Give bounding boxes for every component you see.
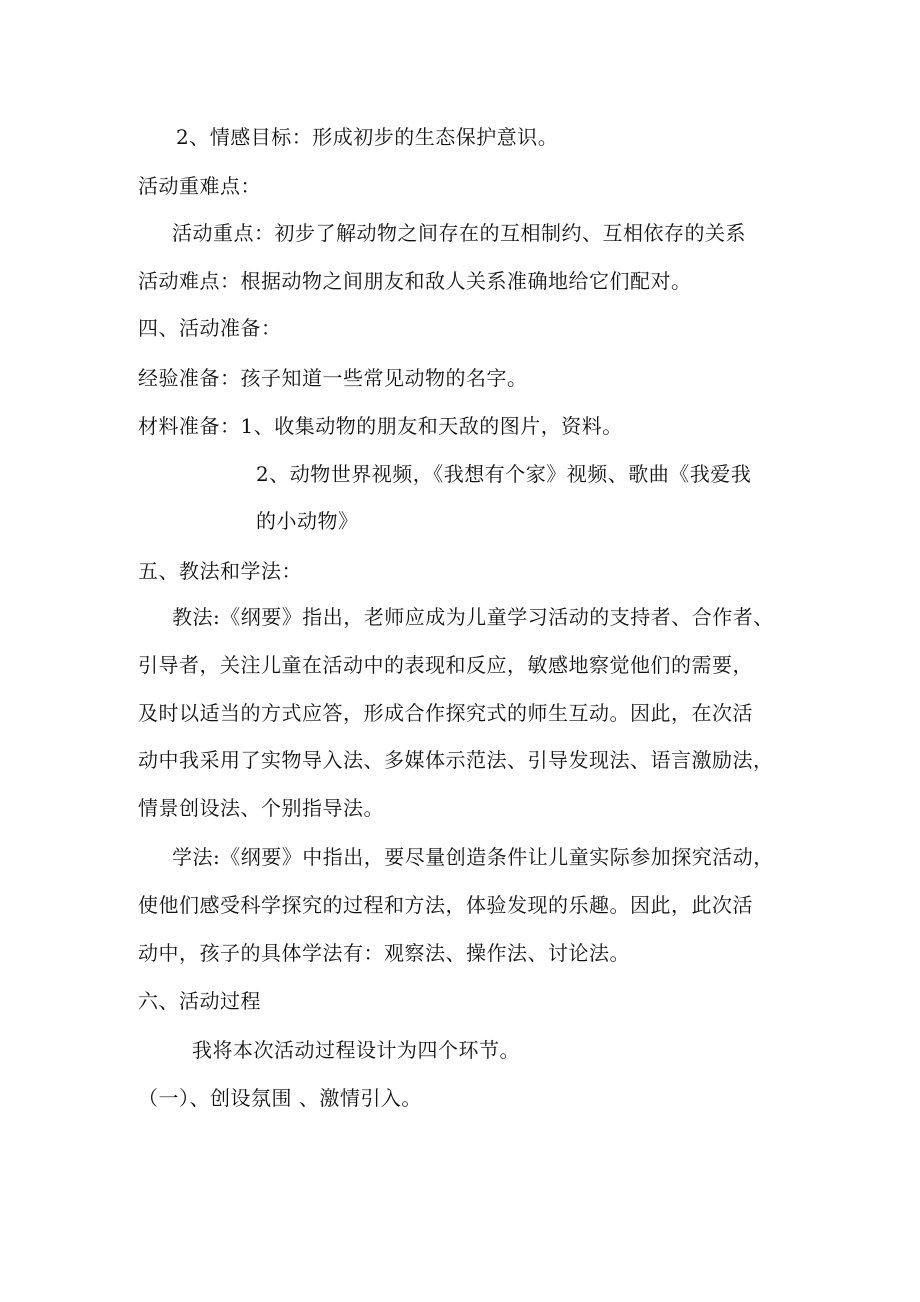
teaching-method-line-2: 引导者，关注儿童在活动中的表现和反应，敏感地察觉他们的需要，: [138, 653, 753, 677]
teaching-method-line-4: 动中我采用了实物导入法、多媒体示范法、引导发现法、语言激励法，: [138, 748, 774, 772]
key-difficult-points-heading: 活动重难点：: [138, 174, 261, 198]
learning-method-line-1: 学法:《纲要》中指出，要尽量创造条件让儿童实际参加探究活动，: [172, 845, 774, 869]
emotional-goal-line: 2、情感目标：形成初步的生态保护意识。: [176, 125, 559, 149]
material-prep-line-2: 2、动物世界视频，《我想有个家》视频、歌曲《我爱我: [256, 462, 752, 486]
key-point-line: 活动重点：初步了解动物之间存在的互相制约、互相依存的关系: [172, 221, 746, 245]
process-intro-line: 我将本次活动过程设计为四个环节。: [192, 1038, 520, 1062]
difficult-point-line: 活动难点：根据动物之间朋友和敌人关系准确地给它们配对。: [138, 269, 692, 293]
section-four-heading: 四、活动准备：: [138, 316, 282, 340]
material-prep-line-1: 材料准备：1、收集动物的朋友和天敌的图片，资料。: [138, 414, 623, 438]
teaching-method-line-1: 教法:《纲要》指出，老师应成为儿童学习活动的支持者、合作者、: [172, 605, 774, 629]
experience-prep-line: 经验准备：孩子知道一些常见动物的名字。: [138, 366, 528, 390]
learning-method-line-3: 动中，孩子的具体学法有：观察法、操作法、讨论法。: [138, 941, 630, 965]
material-prep-line-3: 的小动物》: [256, 509, 359, 533]
teaching-method-line-5: 情景创设法、个别指导法。: [138, 796, 384, 820]
learning-method-line-2: 使他们感受科学探究的过程和方法，体验发现的乐趣。因此，此次活: [138, 893, 753, 917]
section-five-heading: 五、教法和学法：: [138, 559, 302, 583]
teaching-method-line-3: 及时以适当的方式应答，形成合作探究式的师生互动。因此，在次活: [138, 701, 753, 725]
section-six-heading: 六、活动过程: [138, 989, 261, 1013]
step-one-heading: （一）、创设氛围 、激情引入。: [138, 1086, 422, 1110]
